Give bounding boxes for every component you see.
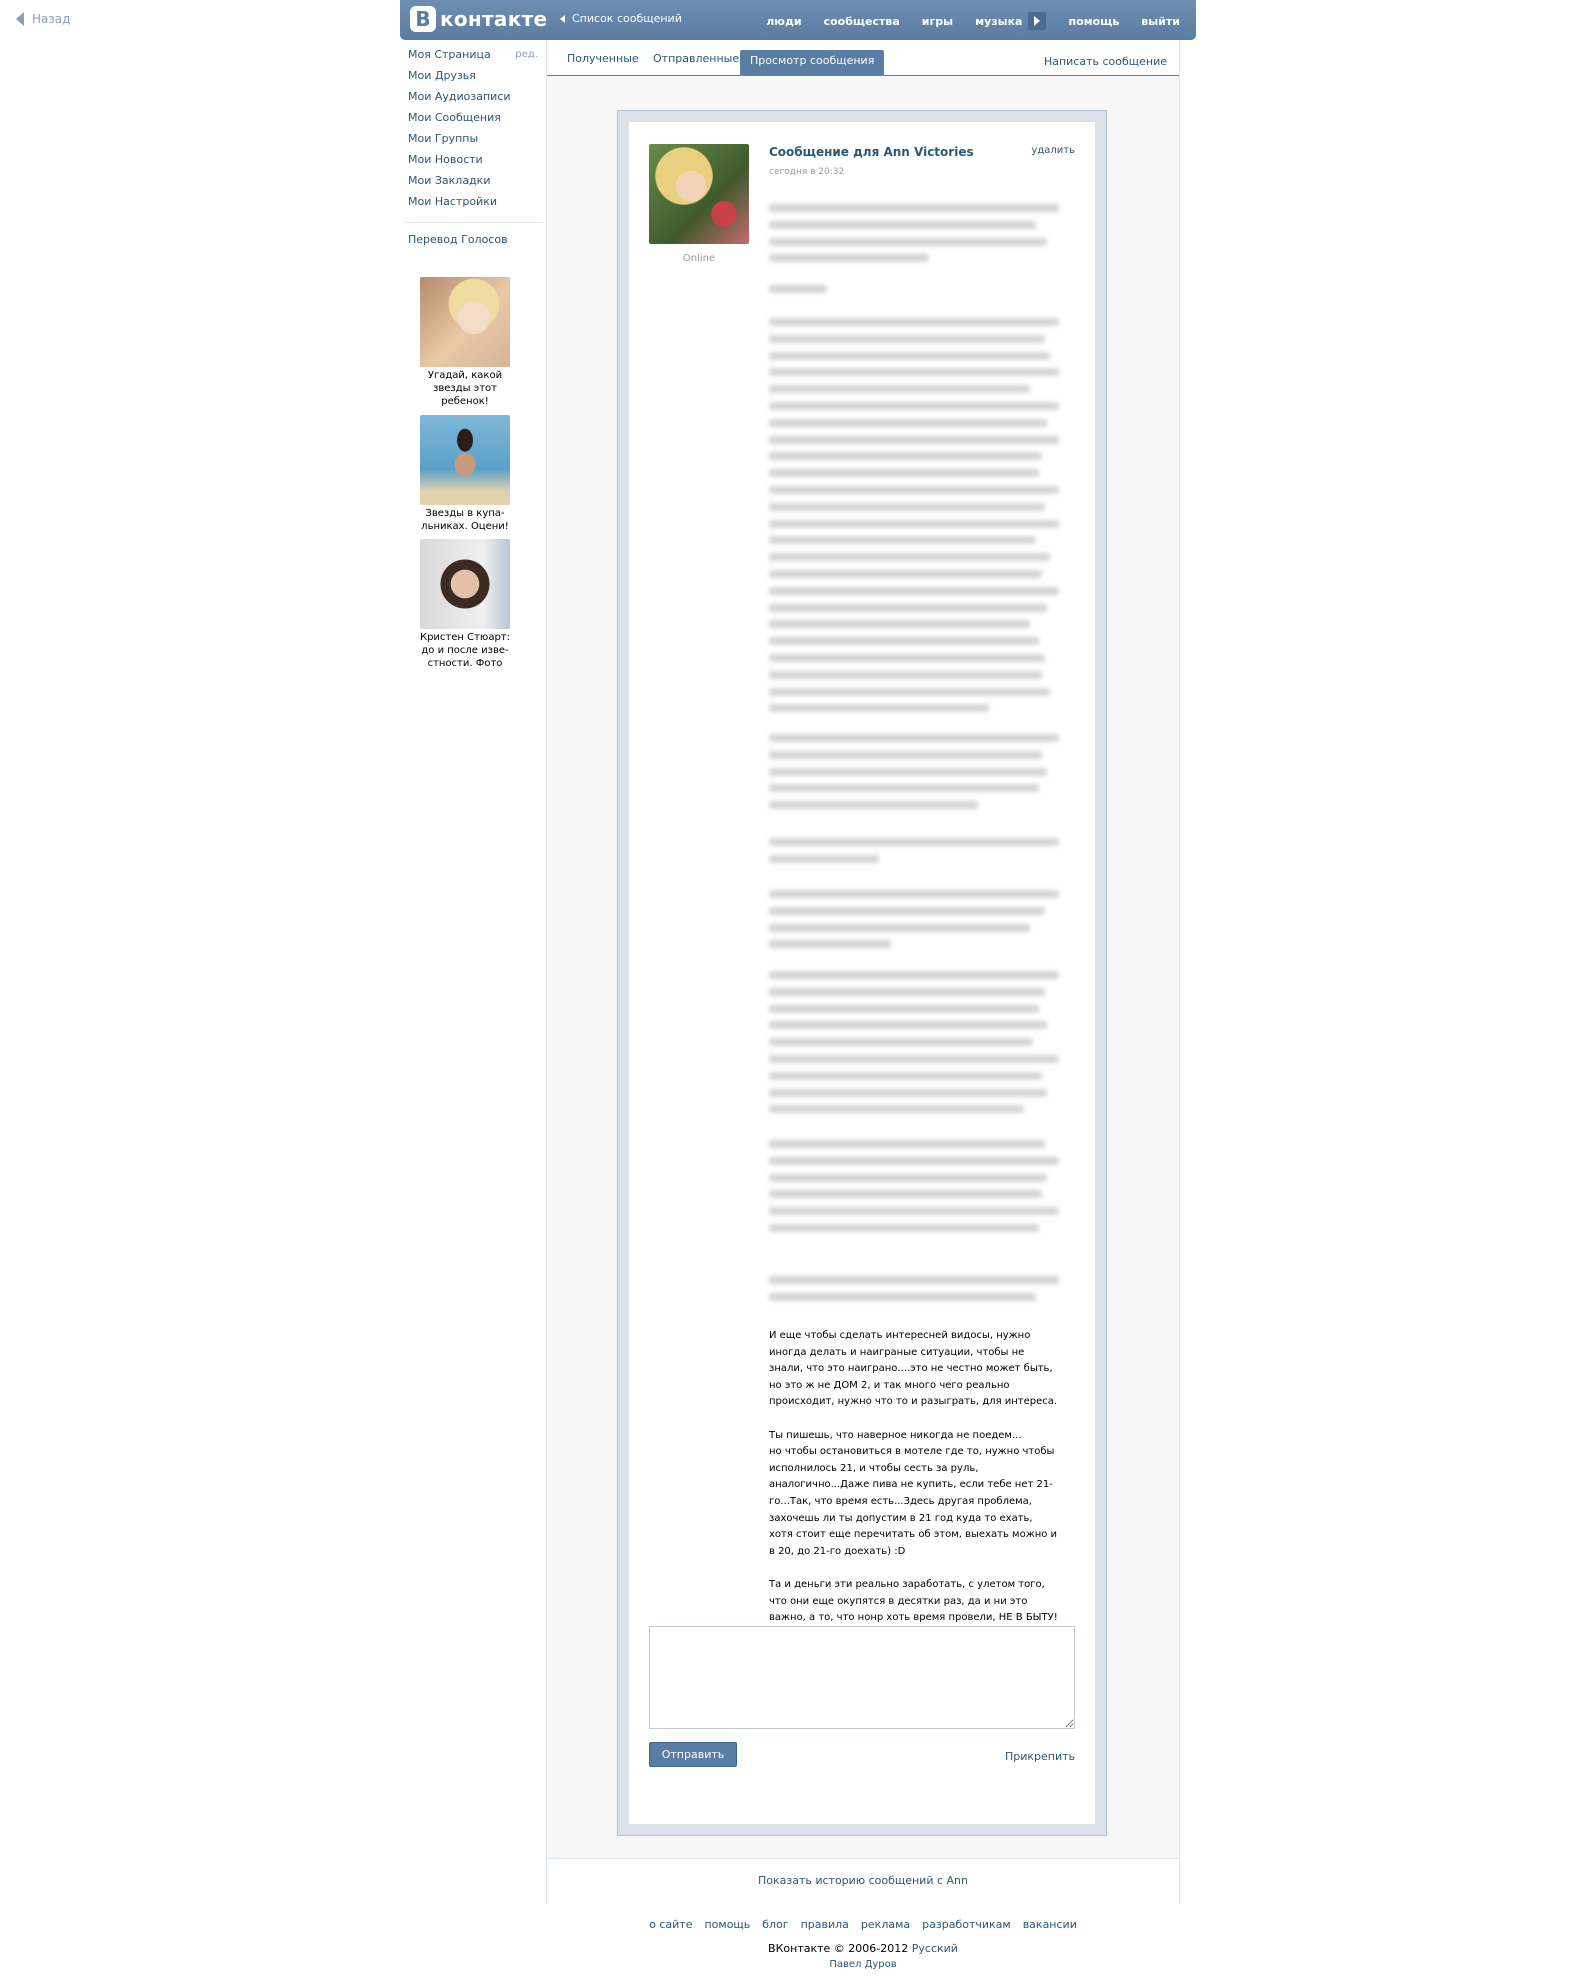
online-status: Online <box>682 253 716 264</box>
language-link[interactable]: Русский <box>911 1942 958 1955</box>
message-paragraph: Ты пишешь, что наверное никогда не поедем... но чтобы остановиться в мотеле где то, нужно чтобы исполнилось 21, и чтобы сесть за руль, аналогично...Даже пива не купить, если тебе нет 21-го...Так, что время есть...Здесь другая проблема, захочешь ли ты допустим в 21 год куда то ехать, хотя стоит еще перечитать об этом, выехать можно и в 20, до 21-го доехать) :D <box>769 1429 1058 1557</box>
blurred-paragraph <box>769 318 1059 721</box>
author-link[interactable]: Павел Дуров <box>829 1959 897 1970</box>
sidebar-menu <box>400 40 546 216</box>
blurred-paragraph <box>769 1276 1059 1310</box>
promo-caption[interactable]: Звезды в купа- льниках. Оцени! <box>421 508 509 532</box>
sidebar-item-audio[interactable]: Мои Аудиозаписи <box>408 90 511 103</box>
message-body <box>769 1328 1059 1643</box>
footer-link-blog[interactable]: блог <box>762 1918 789 1931</box>
sidebar-item-groups[interactable]: Мои Группы <box>408 132 479 145</box>
blurred-paragraph <box>769 285 1059 302</box>
promo-image[interactable] <box>420 539 510 629</box>
promo-caption[interactable]: Угадай, какой звезды этот ребенок! <box>427 370 503 407</box>
sidebar-item-label: Моя Страница <box>408 48 491 61</box>
blurred-paragraph <box>769 734 1059 818</box>
back-label: Назад <box>32 12 71 26</box>
footer-link-rules[interactable]: правила <box>800 1918 849 1931</box>
footer-link-developers[interactable]: разработчикам <box>922 1918 1011 1931</box>
message-date: сегодня в 20:32 <box>769 167 845 177</box>
delete-message-link[interactable]: удалить <box>1031 145 1075 156</box>
chevron-left-icon <box>560 15 565 23</box>
nav-music[interactable]: музыка <box>975 14 1023 28</box>
avatar[interactable] <box>649 144 749 244</box>
footer <box>546 1918 1180 1970</box>
message-tabs <box>547 40 1179 76</box>
footer-links <box>546 1918 1180 1931</box>
blurred-paragraph <box>769 890 1059 957</box>
main-content <box>546 40 1180 1904</box>
copyright-text: ВКонтакте © 2006-2012 <box>768 1942 909 1955</box>
message-frame <box>617 110 1107 1836</box>
message-title[interactable]: Сообщение для Ann Victories <box>769 145 974 159</box>
tab-received[interactable]: Полученные <box>567 52 639 65</box>
message-paragraph: Та и деньги эти реально заработать, с улетом того, что они еще окупятся в десятки раз, да и ни это важно, а то, что нонр хоть время провели, НЕ В БЫТУ! <box>769 1578 1058 1624</box>
blurred-paragraph <box>769 838 1059 872</box>
back-link[interactable] <box>16 12 70 26</box>
sidebar <box>400 40 546 669</box>
top-header <box>400 0 1196 40</box>
message-card <box>629 122 1095 1824</box>
promo-ad[interactable] <box>400 415 530 533</box>
nav-people[interactable]: люди <box>766 14 802 28</box>
nav-communities[interactable]: сообщества <box>823 14 900 28</box>
tab-sent[interactable]: Отправленные <box>653 52 740 65</box>
nav-games[interactable]: игры <box>921 14 954 28</box>
footer-link-about[interactable]: о сайте <box>649 1918 693 1931</box>
sidebar-item-messages[interactable]: Мои Сообщения <box>408 111 501 124</box>
logo-badge-icon: В <box>410 6 436 32</box>
show-history-link[interactable]: Показать историю сообщений с Ann <box>547 1858 1179 1904</box>
message-paragraph: И еще чтобы сделать интересней видосы, нужно иногда делать и наиграные ситуации, чтобы не знали, что это наиграно....это не честно может быть, но это ж не ДОМ 2, и так много чего реально происходит, нужно что то и разыграть, для интереса. <box>769 1330 1058 1408</box>
message-list-link[interactable] <box>560 12 682 25</box>
write-message-link[interactable]: Написать сообщение <box>1043 55 1167 68</box>
message-list-label: Список сообщений <box>572 12 682 25</box>
edit-menu-link[interactable]: ред. <box>515 49 538 60</box>
sidebar-item-my-page[interactable] <box>408 48 546 69</box>
footer-link-ads[interactable]: реклама <box>860 1918 911 1931</box>
blurred-paragraph <box>769 1140 1059 1241</box>
sidebar-item-bookmarks[interactable]: Мои Закладки <box>408 174 491 187</box>
sidebar-item-votes-transfer[interactable]: Перевод Голосов <box>408 233 508 246</box>
sidebar-item-friends[interactable]: Мои Друзья <box>408 69 476 82</box>
promo-caption[interactable]: Кристен Стюарт: до и после изве- стности. Фото <box>419 632 511 669</box>
reply-textarea[interactable] <box>649 1626 1075 1729</box>
nav-logout[interactable]: выйти <box>1141 14 1180 28</box>
nav-help[interactable]: помощь <box>1068 14 1120 28</box>
attach-link[interactable]: Прикрепить <box>1004 1750 1075 1763</box>
copyright <box>546 1942 1180 1955</box>
promo-ad[interactable] <box>400 277 530 408</box>
blurred-paragraph <box>769 971 1059 1122</box>
back-arrow-icon <box>16 12 24 26</box>
vk-logo[interactable] <box>410 6 547 32</box>
promo-image[interactable] <box>420 277 510 367</box>
send-button[interactable]: Отправить <box>649 1742 737 1767</box>
footer-link-jobs[interactable]: вакансии <box>1022 1918 1077 1931</box>
logo-text: контакте <box>440 7 548 31</box>
sidebar-divider <box>404 222 542 223</box>
play-icon[interactable] <box>1028 12 1046 30</box>
promo-ad[interactable] <box>400 539 530 670</box>
sidebar-item-settings[interactable]: Мои Настройки <box>408 195 497 208</box>
header-nav <box>766 12 1180 30</box>
blurred-paragraph <box>769 204 1059 271</box>
sidebar-item-news[interactable]: Мои Новости <box>408 153 483 166</box>
promo-image[interactable] <box>420 415 510 505</box>
footer-link-help[interactable]: помощь <box>704 1918 751 1931</box>
tab-view-message[interactable]: Просмотр сообщения <box>740 50 884 76</box>
